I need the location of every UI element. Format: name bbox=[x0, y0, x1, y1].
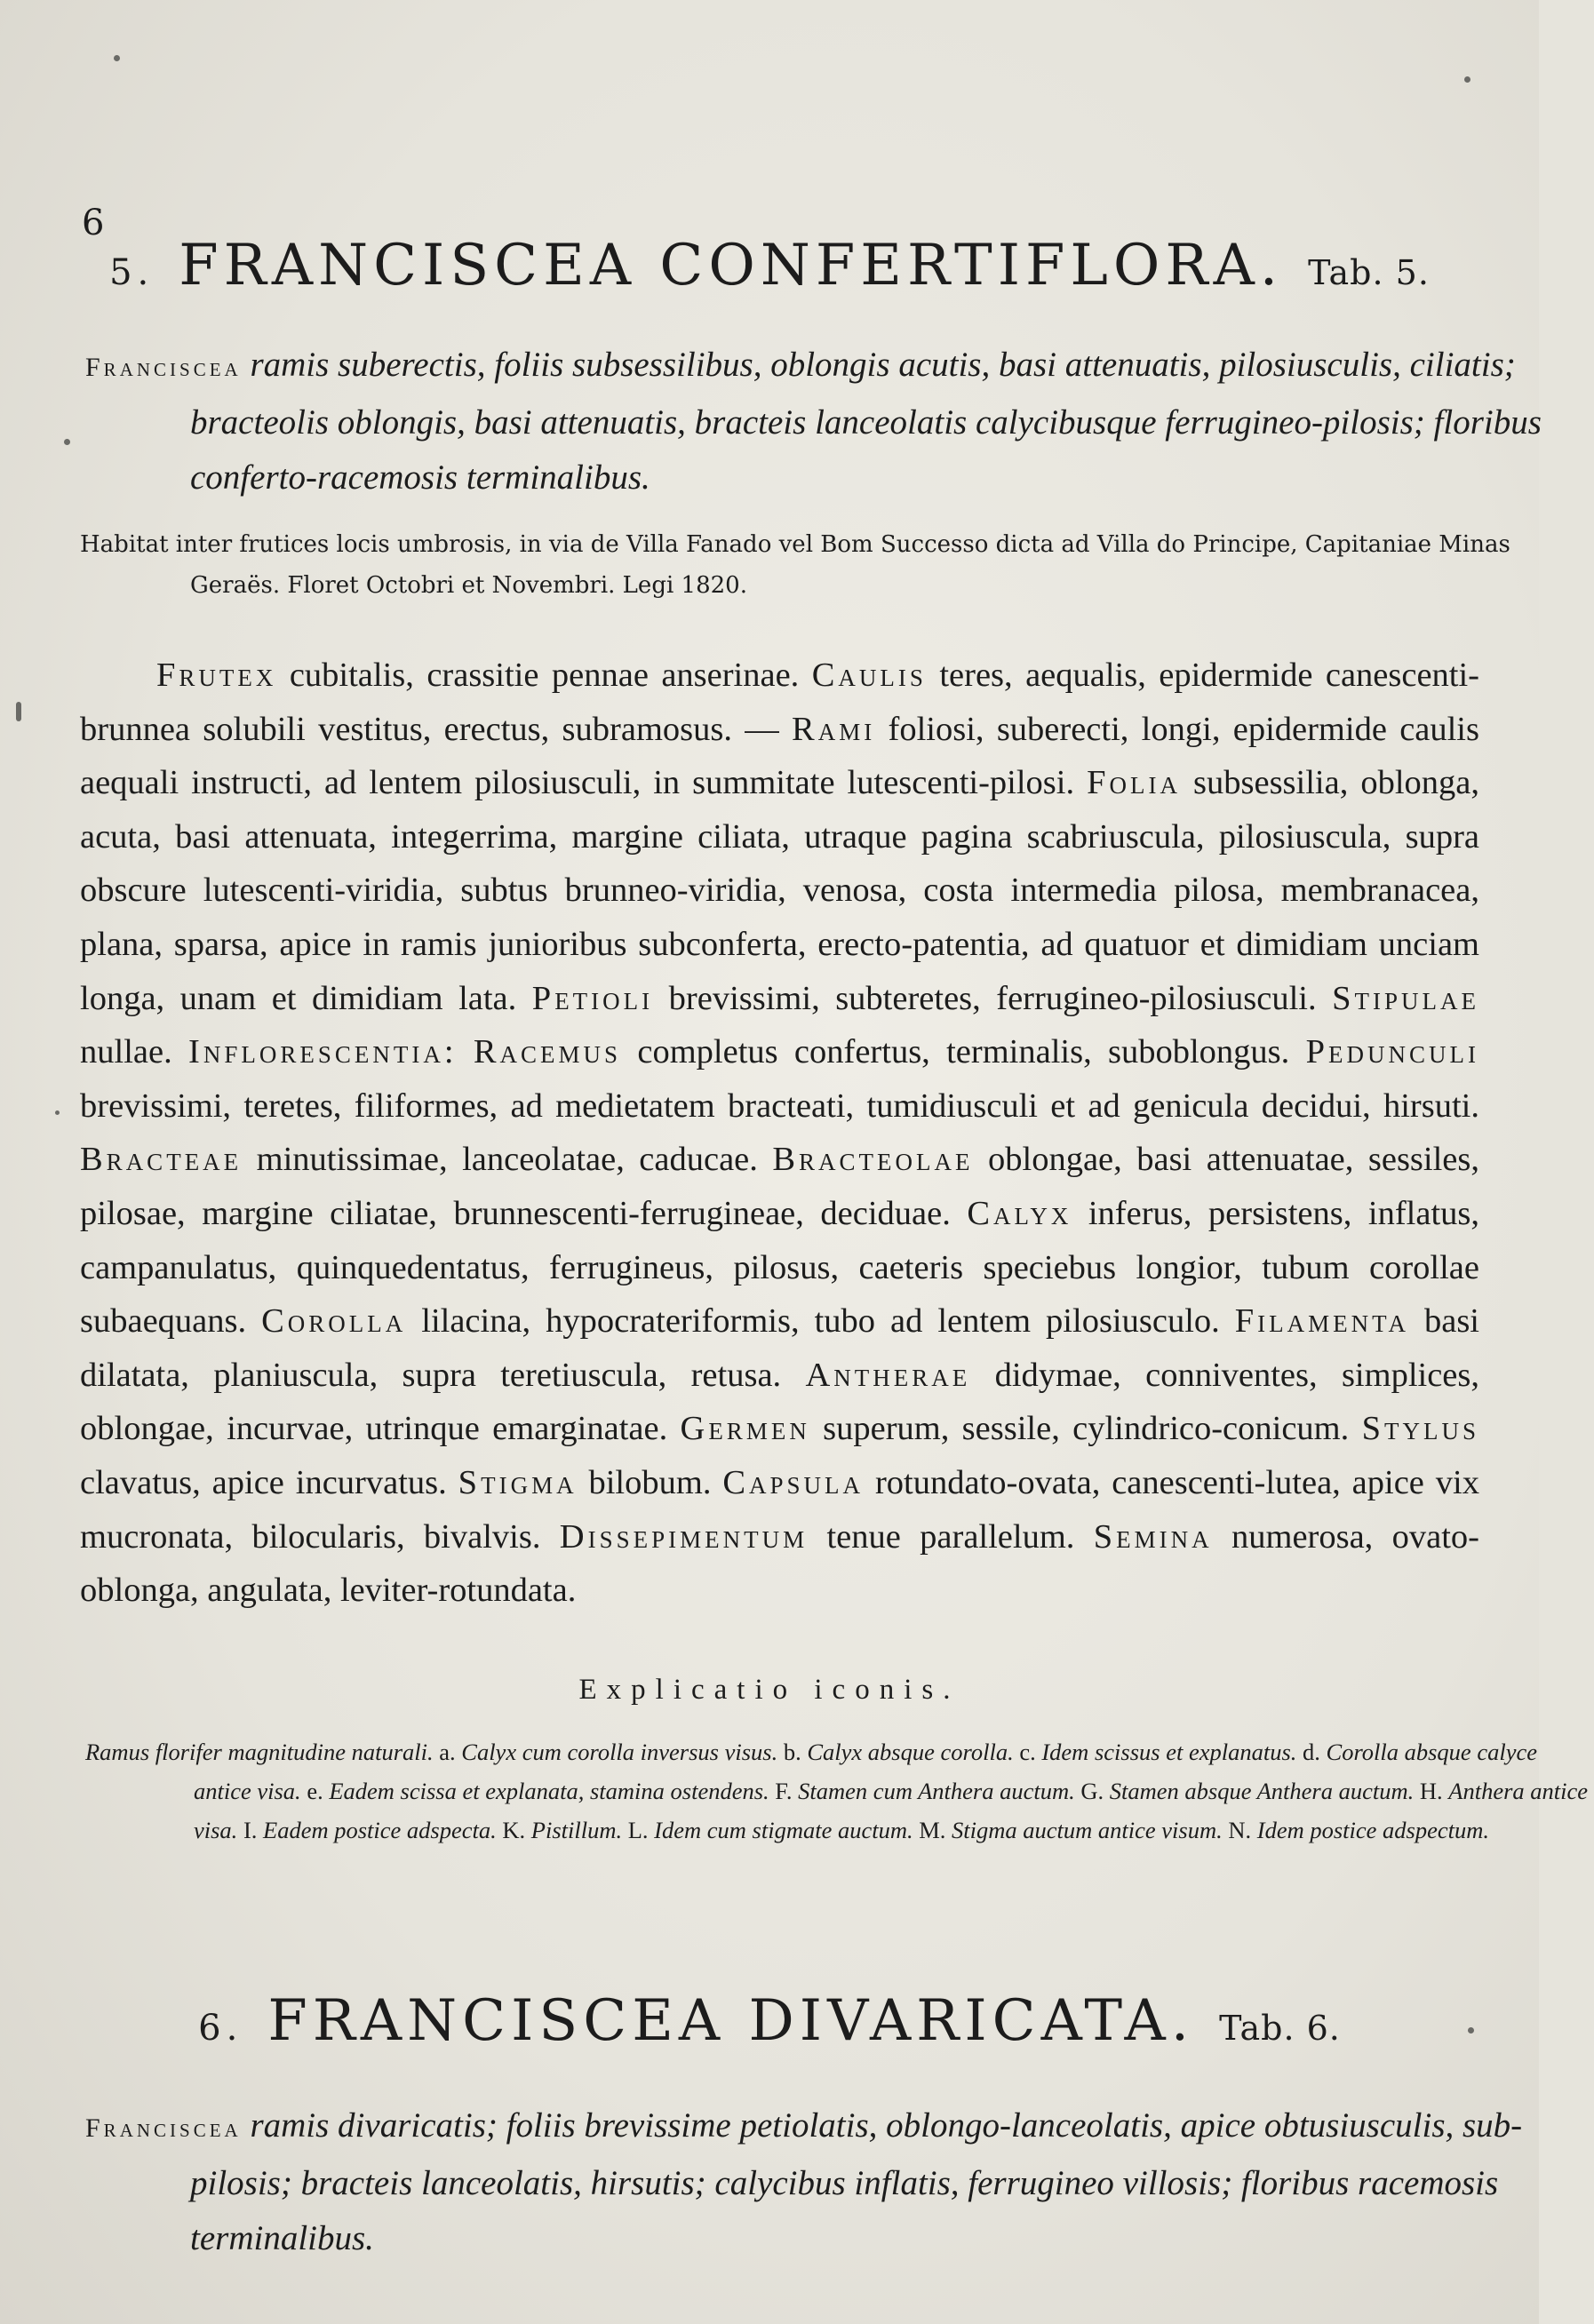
organ-description: basi dilatata, planiuscula, supra teretiuscula, retusa. bbox=[80, 1302, 1479, 1394]
organ-label: Dissepimentum bbox=[559, 1517, 809, 1556]
organ-label: Stipulae bbox=[1332, 979, 1480, 1017]
paper-speck bbox=[1464, 76, 1470, 83]
organ-label: Bracteolae bbox=[772, 1141, 974, 1179]
species-heading-2 bbox=[0, 1988, 1539, 2054]
page-number: 6 bbox=[82, 203, 105, 243]
plate-reference: Tab. 6. bbox=[1219, 2009, 1341, 2048]
organ-description: oblongae, basi attenuatae, sessiles, pilosae, margine ciliatae, brunnescenti-ferrugineae, deciduae. bbox=[80, 1141, 1479, 1232]
figure-letter: G. bbox=[1074, 1778, 1110, 1804]
plate-explanation bbox=[85, 1732, 1589, 1850]
organ-description: inferus, persistens, inflatus, campanulatus, quinquedentatus, ferrugineus, pilosus, caeteris speciebus longior, tubum corollae subaequans. bbox=[80, 1194, 1480, 1341]
paper-speck bbox=[114, 55, 120, 61]
organ-description: foliosi, suberecti, longi, epidermide caulis aequali instructi, ad lentem pilosiusculi, in summitate lutescenti-pilosi. bbox=[80, 710, 1479, 802]
figure-caption: Pistillum. bbox=[530, 1817, 623, 1843]
organ-description: subsessilia, oblonga, acuta, basi attenuata, integerrima, margine ciliata, utraque pagina scabriuscula, pilosiuscula, supra obscure lutescenti-viridia, subtus brunneo-viridia, venosa, costa intermedia pilosa, membranacea, plana, sparsa, apice in ramis junioribus subconferta, erecto-patentia, ad quatuor et dimidiam unciam longa, unam et dimidiam lata. bbox=[80, 764, 1479, 1017]
organ-description: tenue parallelum. bbox=[808, 1517, 1094, 1556]
figure-letter: c. bbox=[1013, 1739, 1042, 1765]
organ-label: Stylus bbox=[1361, 1410, 1479, 1448]
organ-description: teres, aequalis, epidermide canescenti-brunnea solubili vestitus, erectus, subramosus. — bbox=[80, 657, 1479, 748]
species-name: FRANCISCEA DIVARICATA. bbox=[267, 1988, 1195, 2054]
figure-caption: Eadem scissa et explanata, stamina ostendens. bbox=[329, 1778, 769, 1804]
figure-caption: Eadem postice adspecta. bbox=[263, 1817, 497, 1843]
organ-label: Semina bbox=[1093, 1517, 1213, 1556]
figure-letter: M. bbox=[913, 1817, 952, 1843]
organ-description: cubitalis, crassitie pennae anserinae. bbox=[276, 657, 812, 694]
organ-label: Corolla bbox=[261, 1302, 407, 1341]
explicatio-heading: Explicatio iconis. bbox=[578, 1674, 960, 1706]
species-heading-1 bbox=[0, 233, 1539, 298]
figure-letter: d. bbox=[1296, 1739, 1327, 1765]
organ-label: Capsula bbox=[722, 1463, 865, 1501]
figure-caption: Idem cum stigmate auctum. bbox=[654, 1817, 913, 1843]
diagnosis-text: ramis divaricatis; foliis brevissime petiolatis, oblongo-lanceolatis, apice obtusiusculis, sub-pilosis; bracteis lanceolatis, hirsutis; calycibus inflatis, ferrugineo villosis; floribus racemosis terminalibus. bbox=[190, 2106, 1523, 2257]
organ-description: completus confertus, terminalis, suboblongus. bbox=[621, 1033, 1306, 1071]
figure-caption: Corolla absque calyce antice visa. bbox=[194, 1739, 1537, 1804]
organ-label: Calyx bbox=[967, 1194, 1072, 1232]
organ-label: Germen bbox=[680, 1410, 810, 1448]
figure-caption: Stamen cum Anthera auctum. bbox=[798, 1778, 1075, 1804]
species-diagnosis-2 bbox=[85, 2098, 1585, 2266]
genus-label: Franciscea bbox=[85, 2113, 242, 2143]
figure-letter: F. bbox=[769, 1778, 799, 1804]
figure-caption: Idem postice adspectum. bbox=[1256, 1817, 1490, 1843]
organ-description: lilacina, hypocrateriformis, tubo ad lentem pilosiusculo. bbox=[406, 1302, 1235, 1341]
organ-description: numerosa, ovato-oblonga, angulata, leviter-rotundata. bbox=[80, 1517, 1480, 1610]
species-number: 5. bbox=[109, 252, 155, 293]
habitat-note: Habitat inter frutices locis umbrosis, in via de Villa Fanado vel Bom Successo dicta ad Villa do Principe, Capitaniae Minas Geraës. Floret Octobri et Novembri. Legi 1820. bbox=[80, 531, 1510, 599]
organ-description: brevissimi, teretes, filiformes, ad medietatem bracteati, tumidiusculi et ad genicula decidui, hirsuti. bbox=[80, 1086, 1479, 1125]
figure-caption: Anthera antice visa. bbox=[194, 1778, 1589, 1843]
organ-description: didymae, conniventes, simplices, oblongae, incurvae, utrinque emarginatae. bbox=[80, 1356, 1479, 1448]
organ-label: Petioli bbox=[531, 979, 654, 1017]
species-number: 6. bbox=[198, 2008, 243, 2049]
figure-caption: Stigma auctum antice visum. bbox=[952, 1817, 1223, 1843]
figure-letter: N. bbox=[1222, 1817, 1257, 1843]
organ-label: Bracteae bbox=[80, 1141, 243, 1179]
figure-caption: Calyx absque corolla. bbox=[807, 1739, 1014, 1765]
figure-letter: H. bbox=[1414, 1778, 1449, 1804]
diagnosis-text: ramis suberectis, foliis subsessilibus, oblongis acutis, basi attenuatis, pilosiusculis, ciliatis; bracteolis oblongis, basi attenuatis, bracteis lanceolatis calycibusque ferrugineo-pilosis; floribus conferto-racemosis terminalibus. bbox=[190, 346, 1542, 497]
species-description bbox=[80, 649, 1479, 1618]
figure-letter: L. bbox=[622, 1817, 655, 1843]
figure-letter: e. bbox=[300, 1778, 330, 1804]
figure-caption: Idem scissus et explanatus. bbox=[1041, 1739, 1297, 1765]
species-name: FRANCISCEA CONFERTIFLORA. bbox=[179, 233, 1284, 298]
figure-letter: I. bbox=[237, 1817, 264, 1843]
paper-speck bbox=[55, 1110, 60, 1115]
paper-speck bbox=[16, 702, 21, 721]
figure-caption: Ramus florifer magnitudine naturali. bbox=[85, 1739, 434, 1765]
plate-reference: Tab. 5. bbox=[1308, 253, 1430, 292]
species-diagnosis-1 bbox=[85, 338, 1585, 505]
organ-description: minutissimae, lanceolatae, caducae. bbox=[242, 1141, 773, 1179]
paper-speck bbox=[1468, 2027, 1474, 2034]
organ-description: brevissimi, subteretes, ferrugineo-pilosiusculi. bbox=[653, 979, 1333, 1017]
organ-description: nullae. bbox=[80, 1033, 189, 1071]
figure-caption: Calyx cum corolla inversus visus. bbox=[461, 1739, 778, 1765]
organ-label: Pedunculi bbox=[1305, 1033, 1480, 1071]
paper-speck bbox=[64, 439, 70, 445]
organ-description: bilobum. bbox=[577, 1463, 723, 1501]
organ-label: Racemus bbox=[473, 1033, 622, 1071]
figure-letter: K. bbox=[496, 1817, 531, 1843]
organ-label: Rami bbox=[792, 710, 876, 748]
organ-description: rotundato-ovata, canescenti-lutea, apice vix mucronata, bilocularis, bivalvis. bbox=[80, 1463, 1479, 1556]
organ-description: superum, sessile, cylindrico-conicum. bbox=[809, 1410, 1362, 1448]
organ-description: clavatus, apice incurvatus. bbox=[80, 1463, 458, 1501]
figure-letter: a. bbox=[433, 1739, 462, 1765]
organ-description bbox=[458, 1033, 474, 1070]
organ-label: Inflorescentia: bbox=[188, 1033, 458, 1071]
figure-letter: b. bbox=[777, 1739, 808, 1765]
organ-label: Filamenta bbox=[1234, 1302, 1409, 1341]
organ-label: Antherae bbox=[805, 1356, 971, 1394]
organ-label: Folia bbox=[1087, 764, 1182, 802]
organ-label: Stigma bbox=[458, 1463, 578, 1501]
organ-label: Caulis bbox=[811, 657, 927, 694]
figure-caption: Stamen absque Anthera auctum. bbox=[1109, 1778, 1415, 1804]
organ-label: Frutex bbox=[156, 657, 277, 694]
genus-label: Franciscea bbox=[85, 353, 242, 382]
